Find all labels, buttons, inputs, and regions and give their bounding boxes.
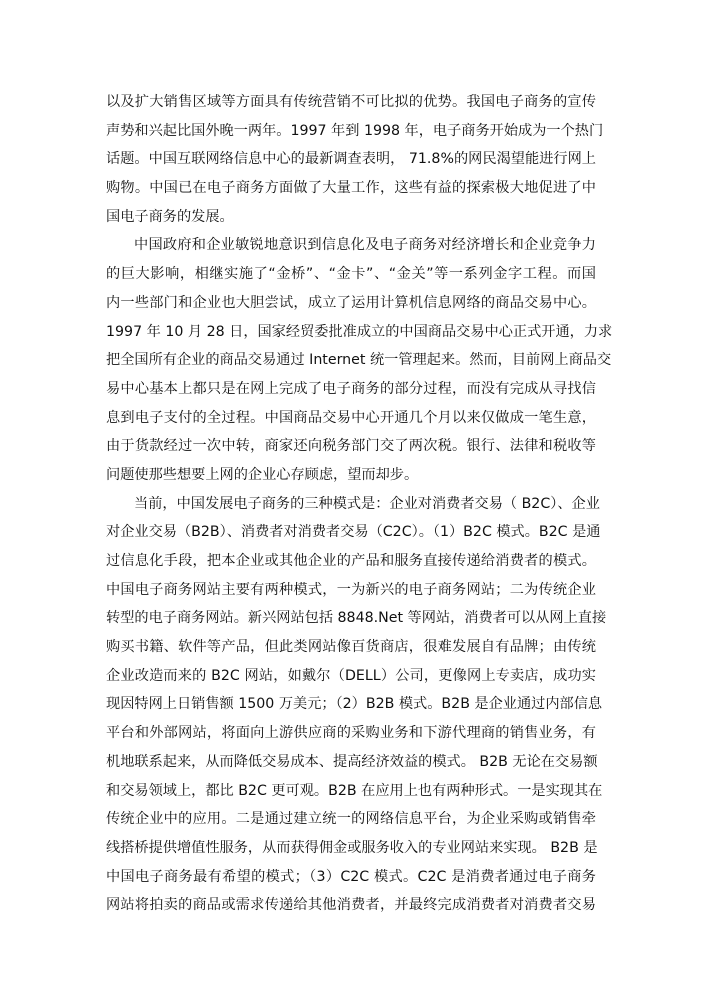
text-line: 平台和外部网站，将面向上游供应商的采购业务和下游代理商的销售业务，有: [106, 725, 596, 742]
text-line: 把全国所有企业的商品交易通过 Internet 统一管理起来。然而，目前网上商品交: [106, 352, 612, 369]
text-line: 转型的电子商务网站。新兴网站包括 8848.Net 等网站，消费者可以从网上直接: [106, 610, 607, 627]
text-line: 问题使那些想要上网的企业心存顾虑，望而却步。: [106, 466, 419, 483]
text-line: 中国电子商务最有希望的模式；（3）C2C 模式。C2C 是消费者通过电子商务: [106, 868, 596, 885]
text-line: 中国政府和企业敏锐地意识到信息化及电子商务对经济增长和企业竞争力: [134, 237, 596, 254]
text-line: 国电子商务的发展。: [106, 208, 234, 225]
text-line: 机地联系起来，从而降低交易成本、提高经济效益的模式。 B2B 无论在交易额: [106, 753, 598, 770]
text-line: 内一些部门和企业也大胆尝试，成立了运用计算机信息网络的商品交易中心。: [106, 294, 596, 311]
text-line: 由于货款经过一次中转，商家还向税务部门交了两次税。银行、法律和税收等: [106, 438, 596, 455]
text-line: 现因特网上日销售额 1500 万美元；（2）B2B 模式。B2B 是企业通过内部信息: [106, 696, 603, 713]
text-line: 线搭桥提供增值性服务，从而获得佣金或服务收入的专业网站来实现。 B2B 是: [106, 839, 598, 856]
text-line: 易中心基本上都只是在网上完成了电子商务的部分过程，而没有完成从寻找信: [106, 380, 596, 397]
text-line: 中国电子商务网站主要有两种模式，一为新兴的电子商务网站；二为传统企业: [106, 581, 596, 598]
paragraph-1: [106, 88, 604, 231]
text-line: 话题。中国互联网络信息中心的最新调查表明， 71.8%的网民渴望能进行网上: [106, 151, 596, 168]
paragraph-3: [106, 490, 607, 920]
text-line: 的巨大影响，相继实施了“金桥”、“金卡”、“金关”等一系列金字工程。而国: [106, 266, 596, 283]
text-line: 过信息化手段，把本企业或其他企业的产品和服务直接传递给消费者的模式。: [106, 553, 596, 569]
text-line: 1997 年 10 月 28 日，国家经贸委批准成立的中国商品交易中心正式开通，力求: [106, 323, 613, 340]
text-line: 和交易领域上，都比 B2C 更可观。B2B 在应用上也有两种形式。一是实现其在: [106, 782, 603, 799]
text-line: 以及扩大销售区域等方面具有传统营销不可比拟的优势。我国电子商务的宣传: [106, 94, 596, 110]
text-line: 网站将拍卖的商品或需求传递给其他消费者，并最终完成消费者对消费者交易: [106, 897, 596, 914]
text-line: 息到电子支付的全过程。中国商品交易中心开通几个月以来仅做成一笔生意，: [106, 409, 596, 426]
document-body: [106, 88, 613, 920]
text-line: 声势和兴起比国外晚一两年。1997 年到 1998 年，电子商务开始成为一个热门: [106, 122, 604, 139]
text-line: 当前，中国发展电子商务的三种模式是：企业对消费者交易（ B2C）、企业: [134, 495, 600, 512]
text-line: 传统企业中的应用。二是通过建立统一的网络信息平台，为企业采购或销售牵: [106, 811, 596, 828]
text-line: 购买书籍、软件等产品，但此类网站像百货商店，很难发展自有品牌；由传统: [106, 639, 596, 656]
text-line: 对企业交易（B2B）、消费者对消费者交易（C2C）。（1）B2C 模式。B2C 是通: [106, 524, 601, 541]
text-line: 企业改造而来的 B2C 网站，如戴尔（DELL）公司，更像网上专卖店，成功实: [106, 667, 596, 684]
paragraph-2: [106, 231, 613, 489]
text-line: 购物。中国已在电子商务方面做了大量工作，这些有益的探索极大地促进了中: [106, 180, 596, 197]
